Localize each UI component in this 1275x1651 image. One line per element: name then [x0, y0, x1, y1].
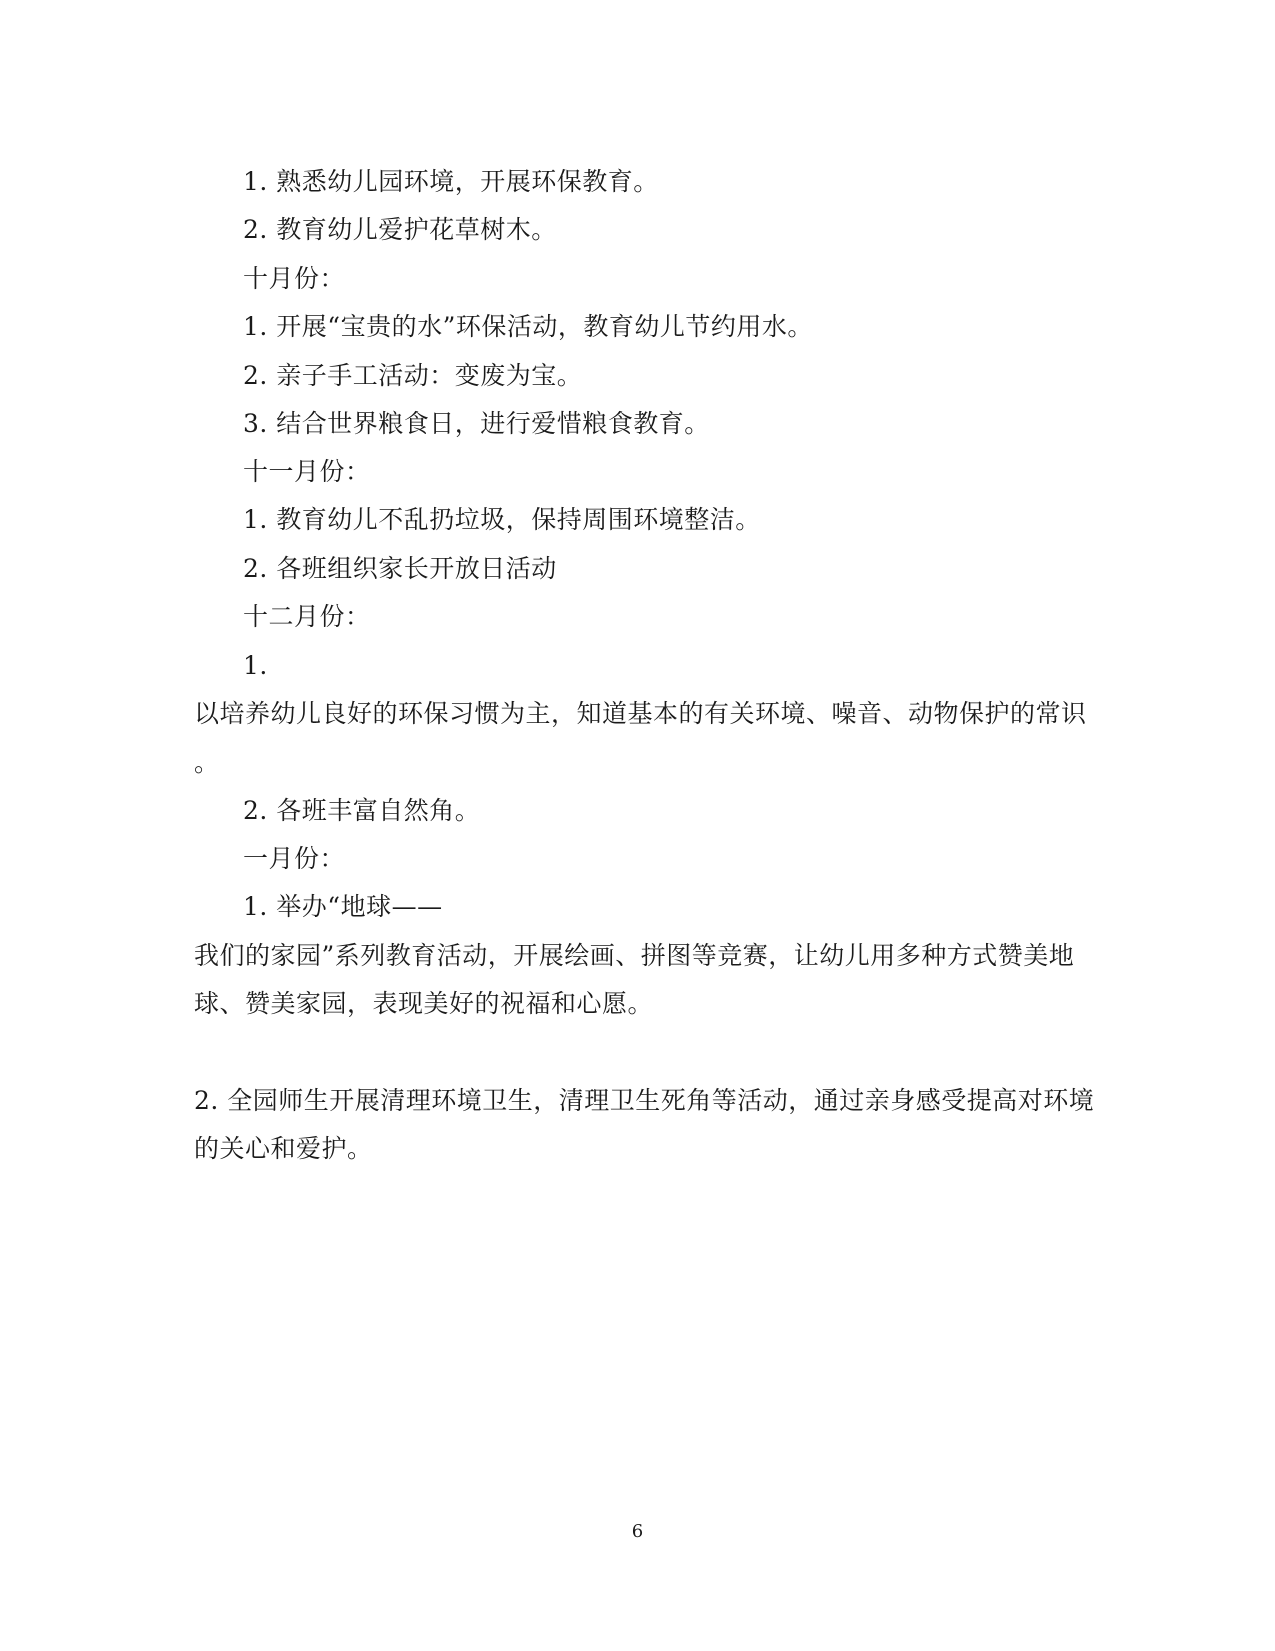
text-line: 1. 开展“宝贵的水”环保活动，教育幼儿节约用水。 [243, 312, 813, 341]
text-line: 以培养幼儿良好的环保习惯为主，知道基本的有关环境、噪音、动物保护的常识 [194, 699, 1087, 728]
text-line: 2. 全园师生开展清理环境卫生，清理卫生死角等活动，通过亲身感受提高对环境 [194, 1086, 1095, 1115]
section-heading: 一月份： [243, 844, 346, 873]
text-line: 2. 亲子手工活动：变废为宝。 [243, 361, 583, 390]
section-heading: 十二月份： [243, 602, 371, 631]
text-line: 2. 教育幼儿爱护花草树木。 [243, 215, 557, 244]
text-line: 3. 结合世界粮食日，进行爱惜粮食教育。 [243, 409, 710, 438]
text-line: 2. 各班组织家长开放日活动 [243, 554, 557, 583]
text-line: 我们的家园”系列教育活动，开展绘画、拼图等竞赛，让幼儿用多种方式赞美地 [194, 941, 1075, 970]
text-line: 1. 熟悉幼儿园环境，开展环保教育。 [243, 167, 659, 196]
section-heading: 十一月份： [243, 457, 371, 486]
section-heading: 十月份： [243, 264, 346, 293]
text-line: 。 [194, 748, 220, 777]
text-line: 1. [243, 651, 268, 680]
text-line: 的关心和爱护。 [194, 1134, 373, 1163]
text-line: 球、赞美家园，表现美好的祝福和心愿。 [194, 989, 654, 1018]
text-line: 2. 各班丰富自然角。 [243, 796, 481, 825]
page-number: 6 [631, 1521, 644, 1542]
text-line: 1. 教育幼儿不乱扔垃圾，保持周围环境整洁。 [243, 505, 761, 534]
text-line: 1. 举办“地球—— [243, 892, 443, 921]
